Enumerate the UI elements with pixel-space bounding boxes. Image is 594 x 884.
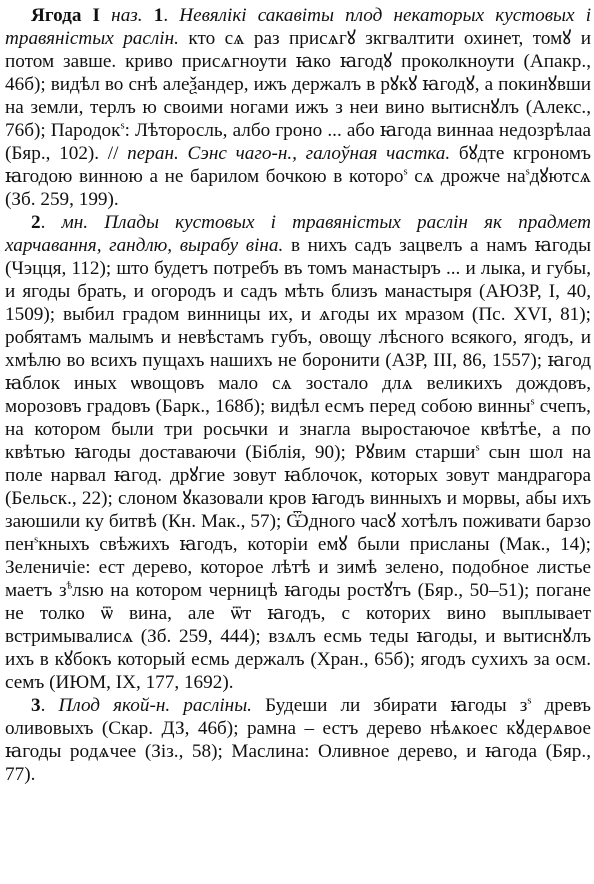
citation-text: бꙋдте кгрономъ ꙗгодою винною а не барилом бочкою в которо: [5, 143, 591, 187]
superscript-letter: ѕ: [34, 534, 39, 546]
superscript-letter: ѕ: [475, 442, 480, 454]
citation-text: .: [40, 212, 62, 233]
citation-text: древъ оливовыхъ (Скар. ДЗ, 46б); рамна – естъ дерево нѣѧкоес кꙋдерѧвое ꙗгоды родѧчее (Зіз., 58); Маслина: Оливное дерево, и ꙗгода (Бяр., 77).: [5, 695, 591, 785]
citation-text: : Лѣторосль, албо гроно ... або ꙗгода виннаа недозрѣлаа (Бяр., 102). //: [5, 120, 591, 164]
citation-text: .: [163, 5, 180, 26]
citation-text: лѕю на котором черницѣ ꙗгоды ростꙋтъ (Бяр., 50–51); погане не толко ѿ вина, але ѿт ꙗгодъ, с которих вино выплывает встримывалисѧ (Зб. 259, 444); взѧлъ есмь теды ꙗгоды, и вытиснꙋлъ ихъ в кꙋбокъ который есмь держалъ (Хран., 65б); ягодъ сухихъ за осм. семъ (ИЮМ, IX, 177, 1692).: [5, 580, 591, 693]
headword-or-sense-number: 2: [31, 212, 41, 233]
superscript-letter: ѕ: [527, 695, 532, 707]
citation-text: сын шол на поле нарвал ꙗгод. дрꙋгие зовут ꙗблочок, которых зовут мандрагора (Бельск., 22); слоном ꙋказовали кров ꙗгодъ винныхъ и морвы, абы ихъ заюшили ку битвѣ (Кн. Мак., 57); Ѿдного часꙋ хотѣлъ поживати барзо пен: [5, 442, 592, 555]
citation-text: дꙋютсѧ (Зб. 259, 199).: [5, 166, 591, 210]
citation-text: сѧ дрожче на: [407, 166, 526, 187]
sense-1-paragraph: [5, 4, 591, 211]
superscript-letter: ѕ: [120, 120, 125, 132]
citation-text: счепъ, на котором были три росьчки и знагла выростаючое квѣтѣе, а по квѣтью ꙗгоды доставаючи (Біблія, 90); Рꙋвим старши: [5, 396, 591, 463]
headword-or-sense-number: Ягода I: [31, 5, 101, 26]
superscript-letter: ѣ: [66, 580, 73, 592]
citation-text: [100, 5, 111, 26]
superscript-letter: ѕ: [530, 396, 535, 408]
definition-text: перан. Сэнс чаго-н., галоўная частка.: [127, 143, 451, 164]
definition-text: Плод якой-н. расліны.: [58, 695, 252, 716]
citation-text: Будеши ли збирати ꙗгоды з: [251, 695, 528, 716]
citation-text: кто сѧ раз присѧгꙋ зкгвалтити охинет, томꙋ и потом завше. криво присѧгноути ꙗко ꙗгодꙋ проколкноути (Апакр., 46б); видѣл во снѣ алеѯандер, ижъ держалъ в рꙋкꙋ ꙗгодꙋ, а покинꙋвши на земли, терлъ ю своими ногами ижъ з неи вино вытиснꙋлъ (Алекс., 76б); Пародок: [5, 28, 591, 141]
citation-text: в нихъ садъ зацвелъ а намъ ꙗгоды (Чэцця, 112); што будетъ потребъ въ томъ манастыръ ... и лыка, и губы, и ягоды брать, и огородъ и садъ мѣть близъ манастыря (АЮЗР, I, 40, 1509); выбил градом винницы их, и ѧгоды их мразом (Пс. XVI, 81); робятамъ малымъ и невѣстамъ губъ, овощу лѣсного всякого, ягодъ, и хмѣлю во всихъ пущахъ нашихъ не боронити (АЗР, III, 86, 1557); ꙗгод ꙗблок иных ѡвощовъ мало сѧ зостало длѧ великихъ дождовъ, морозовъ градовъ (Барк., 168б); видѣл есмъ перед собою винны: [5, 235, 591, 417]
citation-text: [143, 5, 154, 26]
definition-text: наз.: [111, 5, 143, 26]
sense-3-paragraph: [5, 694, 591, 786]
definition-text: мн. Плады кустовых і травяністых раслін як прадмет харчавання, гандлю, вырабу віна.: [5, 212, 591, 256]
dictionary-entry: [5, 4, 591, 786]
citation-text: .: [40, 695, 59, 716]
sense-2-paragraph: [5, 211, 591, 694]
citation-text: кныхъ свѣжихъ ꙗгодъ, которіи емꙋ были присланы (Мак., 14); Зеленичіе: ест дерево, которое лѣтѣ и зимѣ зелено, подобное листье маетъ з: [5, 534, 591, 601]
superscript-letter: ѕ: [403, 166, 408, 178]
headword-or-sense-number: 3: [31, 695, 41, 716]
definition-text: Невялікі сакавіты плод некаторых кустовых і травяністых раслін.: [5, 5, 592, 49]
headword-or-sense-number: 1: [153, 5, 164, 26]
superscript-letter: ѕ: [525, 166, 530, 178]
